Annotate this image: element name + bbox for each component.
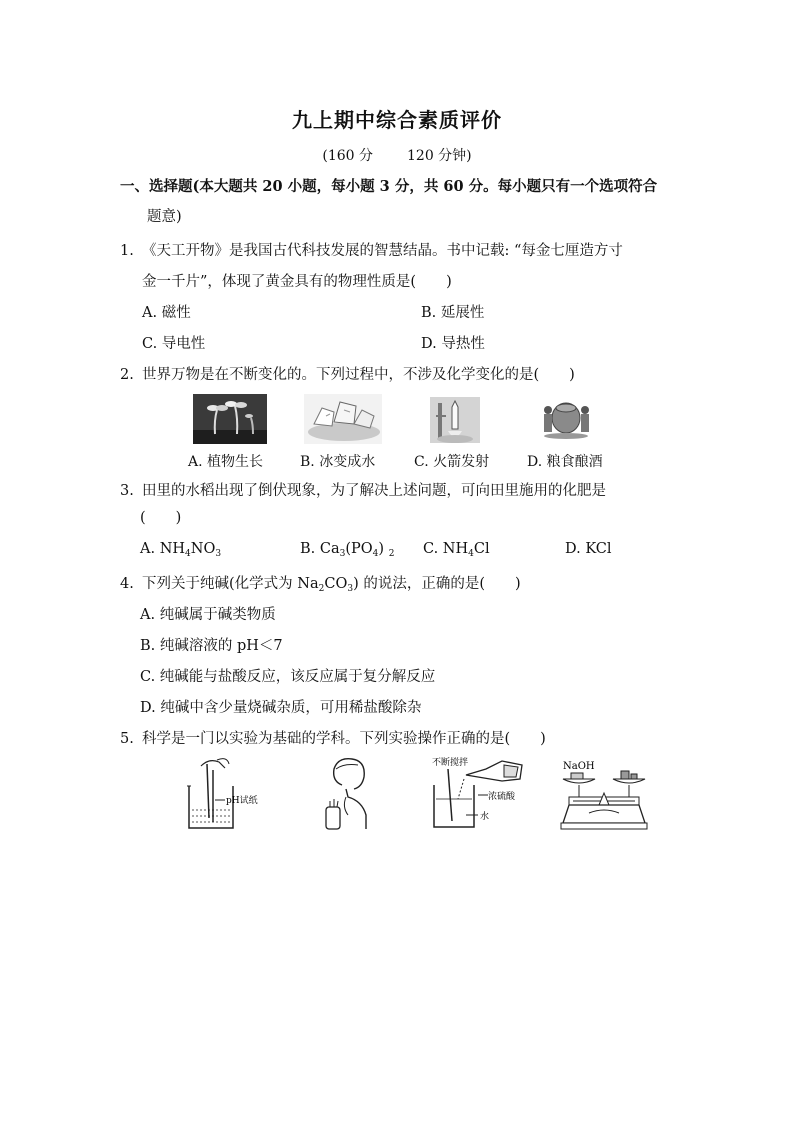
rocket-launch-image (430, 397, 480, 443)
option-b[interactable]: B. $Ca_3(PO_4)$ $_2$ (300, 541, 395, 559)
section-heading-cont: 题意) (147, 209, 182, 225)
option-b[interactable]: B. 延展性 (421, 305, 485, 321)
ice-melting-image (304, 394, 382, 444)
section-heading: 一、选择题(本大题共 20 小题，每小题 3 分，共 60 分。每小题只有一个选项符合 (120, 178, 658, 195)
question-number: 3. (120, 483, 134, 499)
question-number: 4. (120, 576, 134, 592)
question-text: 《天工开物》是我国古代科技发展的智慧结晶。书中记载: “每金七厘造方寸 (142, 243, 623, 259)
page-title: 九上期中综合素质评价 (292, 108, 502, 132)
option-d[interactable]: D. 导热性 (421, 336, 485, 352)
balance-figure (559, 757, 649, 831)
option-c[interactable]: C. 导电性 (142, 336, 206, 352)
plant-growth-image (193, 394, 267, 444)
option-c[interactable]: C. $NH_4Cl$ (423, 541, 490, 559)
score-label: (160 分 (322, 148, 373, 164)
caption-a: A. 植物生长 (188, 454, 264, 470)
subtitle (0, 145, 794, 165)
water-label: 水 (480, 812, 490, 822)
time-label: 120 分钟) (407, 148, 472, 164)
caption-c: C. 火箭发射 (414, 454, 490, 470)
question-number: 2. (120, 367, 134, 383)
naoh-label: NaOH (563, 761, 595, 772)
caption-d: D. 粮食酿酒 (527, 454, 603, 470)
option-a[interactable]: A. 磁性 (142, 305, 191, 321)
ph-paper-label: pH试纸 (226, 796, 258, 806)
option-a[interactable]: A. 纯碱属于碱类物质 (140, 607, 276, 623)
question-number: 5. (120, 731, 134, 747)
question-number: 1. (120, 243, 134, 259)
smelling-figure (322, 757, 378, 831)
option-d[interactable]: D. KCl (565, 541, 612, 557)
stir-label: 不断搅拌 (432, 758, 469, 768)
option-b[interactable]: B. 纯碱溶液的 pH＜7 (140, 638, 283, 654)
question-2: 2. 世界万物是在不断变化的。下列过程中，不涉及化学变化的是( ) (120, 367, 575, 383)
question-3 (120, 479, 606, 500)
caption-b: B. 冰变成水 (300, 454, 376, 470)
question-1-cont: 金一千片”，体现了黄金具有的物理性质是( ) (142, 274, 452, 290)
question-text: 田里的水稻出现了倒伏现象，为了解决上述问题，可向田里施用的化肥是 (142, 483, 606, 499)
brewing-image (538, 396, 594, 440)
option-c[interactable]: C. 纯碱能与盐酸反应，该反应属于复分解反应 (140, 669, 436, 685)
dilution-figure (430, 755, 548, 831)
ph-test-figure (183, 756, 275, 832)
question-1 (120, 239, 623, 260)
answer-paren: ( ) (140, 510, 182, 526)
option-d[interactable]: D. 纯碱中含少量烧碱杂质，可用稀盐酸除杂 (140, 700, 422, 716)
acid-label: 浓硫酸 (488, 792, 516, 802)
question-4: 4. 下列关于纯碱(化学式为 $Na_2CO_3$) 的说法，正确的是( ) (120, 576, 521, 594)
option-a[interactable]: A. $NH_4NO_3$ (140, 541, 222, 559)
question-text: 世界万物是在不断变化的。下列过程中，不涉及化学变化的是( (142, 367, 540, 383)
question-5: 5. 科学是一门以实验为基础的学科。下列实验操作正确的是( ) (120, 731, 546, 747)
